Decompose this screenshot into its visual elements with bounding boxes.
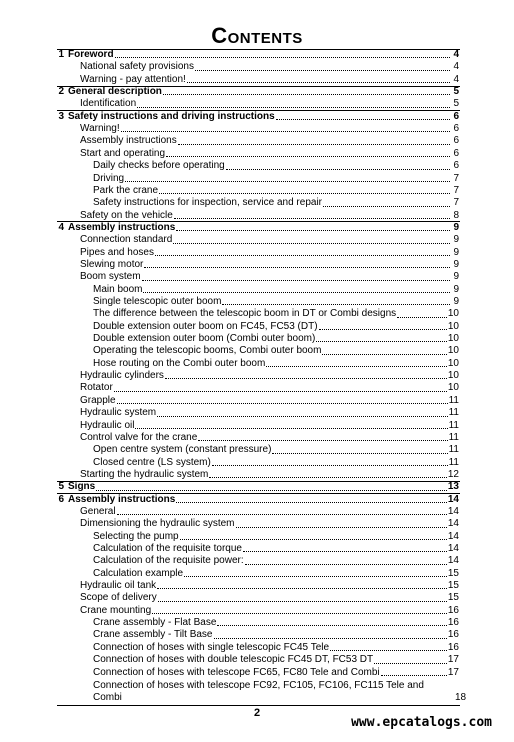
toc-entry-label: Crane assembly - Flat Base — [93, 617, 217, 629]
toc-entry-page: 5 — [453, 98, 459, 110]
dot-leader — [152, 605, 447, 614]
toc-entry-page: 6 — [453, 135, 459, 147]
toc-entry[interactable] — [80, 98, 459, 110]
dot-leader — [217, 617, 446, 626]
dot-leader — [245, 556, 447, 565]
toc-entry-page: 15 — [447, 580, 459, 592]
dot-leader — [316, 333, 447, 342]
toc-entry[interactable] — [80, 469, 459, 481]
dot-leader — [165, 370, 447, 379]
dot-leader — [135, 420, 447, 429]
toc-entry[interactable] — [80, 407, 459, 419]
toc-entry-label: Hydraulic system — [80, 407, 157, 419]
toc-section-number: 6 — [58, 493, 64, 505]
toc-entry-label: Scope of delivery — [80, 592, 157, 604]
toc-entry[interactable] — [93, 568, 459, 580]
toc-entry[interactable] — [93, 284, 459, 296]
dot-leader — [236, 519, 447, 528]
toc-entry-page: 14 — [447, 518, 459, 530]
dot-leader — [195, 62, 450, 71]
toc-entry-page: 7 — [453, 172, 459, 184]
toc-entry-page: 11 — [448, 394, 459, 406]
toc-entry[interactable] — [93, 358, 459, 370]
toc-entry[interactable] — [93, 185, 459, 197]
dot-leader — [212, 457, 448, 466]
dot-leader — [174, 210, 450, 219]
toc-entry-page: 4 — [453, 61, 459, 73]
dot-leader — [114, 383, 447, 392]
toc-entry-label: Boom system — [80, 271, 141, 283]
toc-entry-page: 14 — [447, 505, 459, 517]
toc-section-number: 2 — [58, 86, 64, 98]
dot-leader — [176, 494, 447, 503]
toc-entry[interactable] — [93, 160, 459, 172]
toc-section-entry[interactable] — [58, 221, 459, 234]
toc-entry-page: 18 — [455, 692, 467, 704]
toc-entry-page: 8 — [453, 209, 459, 221]
toc-entry-page: 9 — [453, 283, 459, 295]
toc-entry[interactable] — [93, 333, 459, 345]
toc-entry-page: 16 — [447, 604, 459, 616]
dot-leader — [173, 235, 450, 244]
toc-entry-page: 6 — [453, 160, 459, 172]
page-number: 2 — [253, 707, 261, 719]
toc-entry-page: 14 — [447, 493, 459, 505]
toc-entry-page: 11 — [448, 456, 459, 468]
section-divider — [57, 221, 460, 222]
toc-entry[interactable] — [93, 308, 459, 320]
toc-entry[interactable] — [93, 296, 459, 308]
toc-entry-page: 10 — [447, 370, 459, 382]
toc-section-entry[interactable] — [58, 86, 459, 98]
toc-entry[interactable] — [80, 370, 459, 382]
toc-entry-label: Hydraulic cylinders — [80, 370, 164, 382]
toc-entry[interactable] — [93, 321, 459, 333]
toc-entry-page: 15 — [447, 592, 459, 604]
toc-section-entry[interactable] — [58, 110, 459, 123]
toc-entry[interactable] — [80, 210, 459, 222]
page-title: Contents — [211, 23, 303, 48]
toc-entry-page: 10 — [447, 320, 459, 332]
dot-leader — [198, 432, 447, 441]
toc-entry-page: 9 — [453, 234, 459, 246]
dot-leader — [209, 469, 446, 478]
toc-entry[interactable] — [80, 432, 459, 444]
toc-entry-label: Safety instructions and driving instructions — [68, 110, 275, 122]
toc-entry-label: Assembly instructions — [68, 221, 176, 233]
toc-entry[interactable] — [80, 259, 459, 271]
toc-entry-page: 10 — [447, 308, 459, 320]
toc-entry-label: Warning! — [80, 123, 120, 135]
toc-entry-page: 9 — [453, 271, 459, 283]
toc-entry-page: 9 — [453, 221, 459, 233]
toc-entry-label: Hydraulic oil — [80, 419, 135, 431]
section-divider — [57, 705, 460, 706]
toc-section-entry[interactable] — [58, 493, 459, 506]
toc-entry-page: 11 — [448, 431, 459, 443]
watermark: www.epcatalogs.com — [351, 715, 492, 730]
toc-entry-label: Single telescopic outer boom — [93, 296, 222, 307]
dot-leader — [176, 222, 450, 231]
toc-entry-page: 6 — [453, 123, 459, 135]
dot-leader — [187, 74, 450, 83]
toc-entry-page: 14 — [447, 543, 459, 554]
toc-entry[interactable] — [93, 173, 459, 185]
toc-entry-label: Driving — [93, 172, 125, 184]
toc-entry[interactable] — [80, 234, 459, 246]
toc-entry-label: Pipes and hoses — [80, 246, 154, 258]
toc-entry-label: Assembly instructions — [80, 135, 177, 147]
toc-entry-page: 9 — [453, 246, 459, 258]
section-divider — [57, 49, 460, 50]
toc-entry[interactable] — [80, 61, 459, 73]
toc-entry[interactable] — [93, 444, 459, 456]
dot-leader — [374, 655, 447, 664]
dot-leader — [322, 346, 446, 355]
dot-leader — [381, 667, 447, 676]
dot-leader — [276, 111, 450, 120]
dot-leader — [319, 321, 447, 330]
toc-entry-label: Warning - pay attention! — [80, 73, 186, 85]
toc-entry-label: Open centre system (constant pressure) — [93, 444, 272, 456]
dot-leader — [330, 642, 447, 651]
toc-section-number: 3 — [58, 110, 64, 122]
dot-leader — [155, 247, 450, 256]
toc-entry-label: Hose routing on the Combi outer boom — [93, 357, 266, 369]
toc-entry-label: Connection standard — [80, 234, 173, 246]
toc-entry-page: 15 — [447, 567, 459, 579]
toc-entry-label: General description — [68, 86, 162, 98]
toc-entry-page: 10 — [447, 382, 459, 394]
toc-entry-label: Operating the telescopic booms, Combi outer boom — [93, 345, 322, 357]
dot-leader — [323, 198, 450, 207]
dot-leader — [214, 630, 447, 639]
toc-entry[interactable] — [80, 395, 459, 407]
toc-entry-page: 14 — [447, 530, 459, 542]
dot-leader — [222, 296, 450, 305]
toc-entry-page: 7 — [453, 184, 459, 196]
dot-leader — [117, 506, 447, 515]
dot-leader — [272, 445, 447, 454]
dot-leader — [121, 123, 450, 132]
toc-entry[interactable] — [80, 247, 459, 259]
toc-entry-page: 6 — [453, 147, 459, 159]
toc-entry-label: Control valve for the crane — [80, 431, 198, 443]
toc-entry-label: Park the crane — [93, 184, 159, 196]
toc-entry-page: 9 — [453, 296, 459, 307]
toc-entry[interactable] — [80, 580, 459, 592]
section-divider — [57, 110, 460, 111]
dot-leader — [180, 531, 447, 540]
toc-entry-label: Identification — [80, 98, 137, 110]
toc-entry-page: 16 — [447, 641, 459, 653]
toc-entry[interactable] — [93, 654, 459, 666]
dot-leader — [266, 358, 447, 367]
toc-entry-label: Foreword — [68, 49, 114, 60]
toc-entry[interactable] — [93, 457, 459, 469]
dot-leader — [397, 309, 447, 318]
toc-entry-page: 16 — [447, 629, 459, 641]
dot-leader — [159, 185, 450, 194]
toc-entry-label: Grapple — [80, 394, 116, 406]
toc-entry-page: 4 — [453, 49, 459, 60]
toc-entry-label: Closed centre (LS system) — [93, 456, 211, 468]
toc-entry[interactable] — [93, 667, 459, 679]
toc-entry-page: 4 — [453, 73, 459, 85]
toc-entry-page: 16 — [447, 617, 459, 629]
dot-leader — [157, 408, 447, 417]
dot-leader — [243, 543, 447, 552]
toc-entry-label: Hydraulic oil tank — [80, 580, 157, 592]
toc-entry-label: Crane assembly - Tilt Base — [93, 629, 213, 641]
toc-entry[interactable] — [93, 555, 459, 567]
toc-entry-label: Dimensioning the hydraulic system — [80, 518, 235, 530]
dot-leader — [184, 568, 447, 577]
toc-entry-page: 11 — [448, 407, 459, 419]
toc-entry-label: Safety instructions for inspection, service and repair — [93, 197, 322, 209]
toc-entry-label: Double extension outer boom (Combi outer boom) — [93, 333, 316, 345]
dot-leader — [163, 86, 450, 95]
toc-entry[interactable] — [80, 518, 459, 530]
toc-entry-page: 17 — [447, 654, 459, 666]
toc-entry[interactable] — [80, 506, 459, 518]
toc-section-number: 1 — [58, 49, 64, 60]
toc-entry-page: 14 — [447, 555, 459, 567]
toc-entry-page: 10 — [447, 345, 459, 357]
toc-entry[interactable] — [80, 148, 459, 160]
toc-entry-page: 13 — [447, 481, 459, 493]
toc-entry-label: Double extension outer boom on FC45, FC53 (DT) — [93, 320, 318, 332]
toc-entry-page: 11 — [448, 419, 459, 431]
dot-leader — [137, 99, 450, 108]
toc-entry[interactable] — [80, 123, 459, 135]
toc-entry-label: Connection of hoses with telescope FC65, FC80 Tele and Combi — [93, 666, 380, 678]
dot-leader — [158, 593, 447, 602]
toc-entry[interactable] — [80, 135, 459, 147]
toc-entry[interactable] — [80, 420, 459, 432]
section-divider — [57, 86, 460, 87]
dot-leader — [115, 49, 450, 58]
toc-entry-label: Connection of hoses with double telescopic FC45 DT, FC53 DT — [93, 654, 374, 666]
toc-entry-label: Connection of hoses with telescope FC92, FC105, FC106, FC115 Tele and Combi — [93, 680, 424, 704]
dot-leader — [166, 148, 450, 157]
toc-section-entry[interactable] — [58, 481, 459, 493]
toc-entry[interactable] — [93, 679, 467, 705]
toc-entry[interactable] — [80, 592, 459, 604]
toc-entry-page: 17 — [447, 666, 459, 678]
dot-leader — [117, 395, 448, 404]
toc-entry[interactable] — [80, 271, 459, 283]
toc-entry[interactable] — [93, 531, 459, 543]
toc-entry[interactable] — [93, 617, 459, 629]
toc-entry-label: The difference between the telescopic boom in DT or Combi designs — [93, 308, 397, 320]
toc-section-entry[interactable] — [58, 49, 459, 61]
toc-section-number: 5 — [58, 481, 64, 493]
toc-entry-label: Calculation of the requisite power: — [93, 555, 244, 567]
toc-entry-label: Slewing motor — [80, 258, 144, 270]
toc-entry-label: Safety on the vehicle — [80, 209, 173, 221]
toc-entry-label: Calculation of the requisite torque — [93, 543, 242, 554]
toc-entry-label: Main boom — [93, 283, 143, 295]
toc-entry-page: 12 — [447, 468, 459, 480]
toc-entry-label: Calculation example — [93, 567, 184, 579]
dot-leader — [142, 272, 450, 281]
dot-leader — [144, 259, 450, 268]
toc-entry[interactable] — [80, 382, 459, 394]
dot-leader — [143, 284, 450, 293]
toc-entry-page: 6 — [453, 110, 459, 122]
toc-entry-page: 7 — [453, 197, 459, 209]
toc-entry-label: National safety provisions — [80, 61, 194, 73]
toc-entry-label: Daily checks before operating — [93, 160, 225, 172]
dot-leader — [125, 173, 450, 182]
toc-entry-label: Signs — [68, 481, 96, 493]
dot-leader — [157, 580, 447, 589]
toc-entry-label: Starting the hydraulic system — [80, 468, 209, 480]
toc-entry[interactable] — [93, 629, 459, 641]
toc-entry[interactable] — [93, 345, 459, 357]
toc-entry-page: 9 — [453, 258, 459, 270]
toc-entry[interactable] — [93, 197, 459, 209]
toc-entry-page: 10 — [447, 357, 459, 369]
toc-entry[interactable] — [80, 74, 459, 86]
toc-entry-page: 11 — [448, 444, 459, 456]
section-divider — [57, 481, 460, 482]
dot-leader — [226, 161, 450, 170]
toc-entry[interactable] — [80, 605, 459, 617]
toc-entry[interactable] — [93, 543, 459, 555]
toc-entry-label: Start and operating — [80, 147, 166, 159]
section-divider — [57, 493, 460, 494]
toc-entry-label: Rotator — [80, 382, 113, 394]
toc-entry-page: 10 — [447, 333, 459, 345]
toc-entry-label: Selecting the pump — [93, 530, 179, 542]
toc-entry-label: General — [80, 505, 116, 517]
toc-entry[interactable] — [93, 642, 459, 654]
toc-entry-label: Crane mounting — [80, 604, 152, 616]
toc-section-number: 4 — [58, 221, 64, 233]
toc-entry-page: 5 — [453, 86, 459, 98]
dot-leader — [178, 136, 450, 145]
dot-leader — [96, 482, 447, 491]
toc-entry-label: Assembly instructions — [68, 493, 176, 505]
toc-entry-label: Connection of hoses with single telescopic FC45 Tele — [93, 641, 330, 653]
